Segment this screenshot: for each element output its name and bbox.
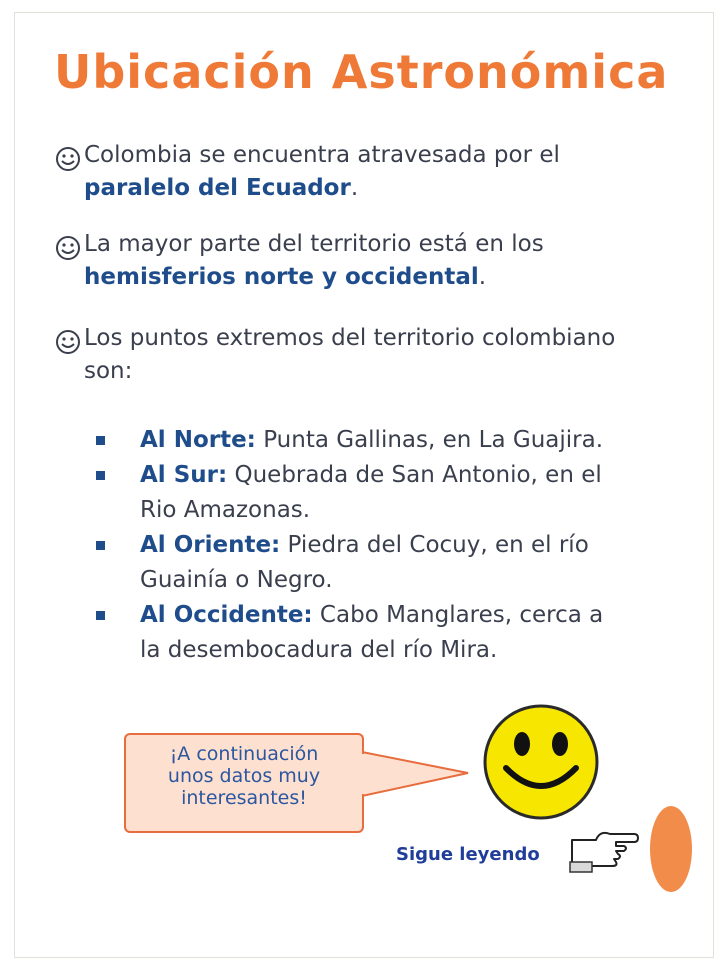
square-bullet-icon bbox=[96, 436, 105, 445]
bullet-2 bbox=[84, 228, 544, 294]
bullet-2-after: . bbox=[478, 264, 487, 290]
bullet-1-bold: paralelo del Ecuador bbox=[84, 175, 351, 201]
extremo-label: Al Occidente: bbox=[140, 602, 313, 628]
orange-oval-shape bbox=[648, 804, 694, 894]
bullet-1-line1: Colombia se encuentra atravesada por el bbox=[84, 142, 560, 168]
bullet-3-line2: son: bbox=[84, 358, 133, 384]
callout-line1: ¡A continuación bbox=[169, 743, 319, 765]
extremo-text: Quebrada de San Antonio, en el bbox=[227, 462, 602, 488]
bullet-3-line1: Los puntos extremos del territorio colombiano bbox=[84, 325, 616, 351]
callout-line3: interesantes! bbox=[181, 787, 307, 809]
extremo-occidente bbox=[96, 598, 603, 668]
smile-icon bbox=[54, 143, 84, 176]
extremo-text-2: Rio Amazonas. bbox=[140, 497, 311, 523]
extremo-label: Al Sur: bbox=[140, 462, 228, 488]
extremo-text-2: la desembocadura del río Mira. bbox=[140, 637, 498, 663]
extremo-label: Al Oriente: bbox=[140, 532, 281, 558]
pointing-hand-icon[interactable] bbox=[566, 820, 640, 876]
bullet-1 bbox=[84, 139, 560, 205]
extremo-label: Al Norte: bbox=[140, 427, 256, 453]
smiley-face-icon bbox=[482, 700, 602, 824]
extremo-text: Piedra del Cocuy, en el río bbox=[280, 532, 589, 558]
extremos-list bbox=[96, 423, 603, 668]
extremo-oriente bbox=[96, 528, 603, 598]
extremo-sur bbox=[96, 458, 603, 528]
bullet-3 bbox=[84, 322, 615, 388]
callout-box bbox=[124, 733, 364, 833]
smile-icon bbox=[54, 326, 84, 359]
square-bullet-icon bbox=[96, 611, 105, 620]
slide-title: Ubicación Astronómica bbox=[54, 45, 669, 99]
extremo-text-2: Guainía o Negro. bbox=[140, 567, 333, 593]
bullet-2-line1: La mayor parte del territorio está en los bbox=[84, 231, 544, 257]
callout-line2: unos datos muy bbox=[167, 765, 321, 787]
callout-join bbox=[360, 754, 366, 794]
bullet-2-bold: hemisferios norte y occidental bbox=[84, 264, 479, 290]
square-bullet-icon bbox=[96, 541, 105, 550]
sigue-leyendo-link[interactable]: Sigue leyendo bbox=[396, 844, 540, 865]
square-bullet-icon bbox=[96, 471, 105, 480]
extremo-norte bbox=[96, 423, 603, 458]
extremo-text: Cabo Manglares, cerca a bbox=[312, 602, 604, 628]
extremo-text: Punta Gallinas, en La Guajira. bbox=[255, 427, 604, 453]
smile-icon bbox=[54, 232, 84, 265]
bullet-1-after: . bbox=[350, 175, 359, 201]
